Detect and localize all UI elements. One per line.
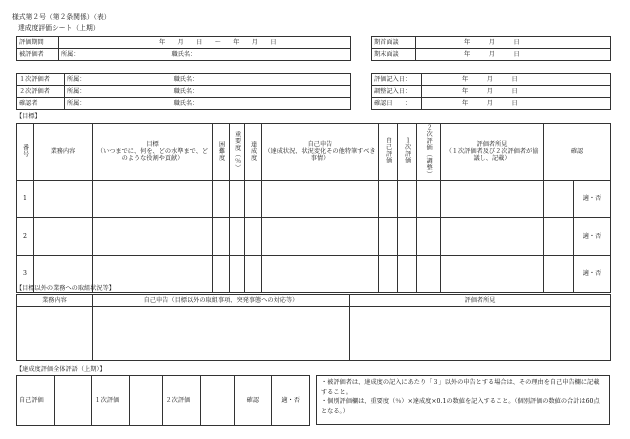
goal-no: 3 [17,255,34,292]
eval-date-label: 評価記入日： [372,74,422,86]
overall-table [16,375,310,426]
header-first-eval: １次評価 [398,124,417,181]
self-eval-cell[interactable] [379,180,398,217]
header-task: 業務内容 [34,124,93,181]
other-section-title: 【目標以外の業務への取組状況等】 [16,285,115,292]
evaluator1-field[interactable]: 所属： 職氏名： [65,74,351,86]
overall-self-label: 自己評価 [17,376,55,426]
self-eval-cell[interactable] [379,255,398,292]
goal-cell[interactable] [93,217,213,255]
confirmer-field[interactable]: 所属： 職氏名： [65,98,351,110]
difficulty-cell[interactable] [213,180,230,217]
header-weight: 重要度（％） [230,124,245,181]
interview-start-date[interactable]: 年 月 日 [416,37,611,49]
other-header-comment: 評価者所見 [350,295,611,307]
other-header-task: 業務内容 [17,295,93,307]
other-comment-cell[interactable] [350,307,611,361]
confirm-choice[interactable]: 適・否 [574,255,611,292]
achievement-cell[interactable] [245,217,262,255]
goal-task-cell[interactable] [34,180,93,217]
interview-end-label: 期末面談 [372,49,416,61]
goal-cell[interactable] [93,180,213,217]
overall-confirm-choice[interactable]: 適・否 [272,376,310,426]
weight-cell[interactable] [230,180,245,217]
self-report-cell[interactable] [262,255,379,292]
eval-dates-table [371,73,611,110]
confirm-blank-cell[interactable] [544,217,574,255]
second-eval-cell[interactable] [417,180,441,217]
comment-cell[interactable] [441,217,544,255]
note-item: ・個別評価欄は、重要度（％）×達成度×0.1の数値を記入すること。（個別評価の数値の合計は60点となる。） [321,398,600,415]
overall-first-label: １次評価 [92,376,130,426]
overall-section-title: 【達成度評価全体評語（上期）】 [16,366,106,373]
adjust-date-value[interactable]: 年 月 日 [422,86,611,98]
confirm-blank-cell[interactable] [544,255,574,292]
header-self-report: 自己申告 （達成状況、状況変化その他特筆すべき事情） [262,124,379,181]
goal-no: 2 [17,217,34,255]
header-achievement: 達成度 [245,124,262,181]
second-eval-cell[interactable] [417,217,441,255]
weight-cell[interactable] [230,217,245,255]
other-task-cell[interactable] [17,307,93,361]
adjust-date-label: 調整記入日： [372,86,422,98]
overall-confirm-label: 確認 [234,376,272,426]
evaluator2-field[interactable]: 所属： 職氏名： [65,86,351,98]
header-no: 番号 [17,124,34,181]
notes-box [316,375,610,425]
sheet-title: 達成度評価シート（上期） [18,24,100,32]
first-eval-cell[interactable] [398,180,417,217]
self-eval-cell[interactable] [379,217,398,255]
period-label: 評価期間 [17,37,59,49]
evaluatee-label: 被評価者 [17,49,59,61]
goal-no: 1 [17,180,34,217]
confirm-blank-cell[interactable] [544,180,574,217]
form-number: 様式第２号（第２条関係）（表） [12,13,111,21]
header-self-eval: 自己評価 [379,124,398,181]
self-report-cell[interactable] [262,217,379,255]
overall-second-label: ２次評価 [163,376,201,426]
first-eval-cell[interactable] [398,255,417,292]
evaluators-table [16,73,351,110]
confirm-date-value[interactable]: 年 月 日 [422,98,611,110]
other-header-self-report: 自己申告（目標以外の取組事項、突発事態への対応等） [93,295,350,307]
period-value[interactable]: 年 月 日 〜 年 月 日 [59,37,351,49]
self-report-cell[interactable] [262,180,379,217]
weight-cell[interactable] [230,255,245,292]
goal-row [17,180,611,217]
comment-cell[interactable] [441,180,544,217]
evaluator1-label: １次評価者 [17,74,65,86]
header-confirm: 確認 [544,124,611,181]
evaluatee-name: 職氏名： [171,50,197,58]
evaluatee-dept: 所属： [61,50,80,58]
goal-task-cell[interactable] [34,217,93,255]
comment-cell[interactable] [441,255,544,292]
other-tasks-table [16,294,611,361]
goals-section-title: 【目標】 [16,113,41,120]
interview-end-date[interactable]: 年 月 日 [416,49,611,61]
header-second-eval: ２次評価（調整） [417,124,441,181]
confirm-date-label: 確認日 ： [372,98,422,110]
evaluatee-table [16,36,351,61]
overall-self-value[interactable] [54,376,92,426]
second-eval-cell[interactable] [417,255,441,292]
evaluatee-field[interactable] [59,49,351,61]
difficulty-cell[interactable] [213,255,230,292]
overall-second-value[interactable] [201,376,234,426]
header-goal: 目標 （いつまでに、何を、どの水準まで、どのような役割や貢献） [93,124,213,181]
header-comment: 評価者所見 （１次評価者及び２次評価者が協議し、記載） [441,124,544,181]
achievement-cell[interactable] [245,255,262,292]
first-eval-cell[interactable] [398,217,417,255]
note-item: ・被評価者は、達成度の記入にあたり「３」以外の申告とする場合は、その理由を自己申告欄に記載すること。 [321,379,600,396]
header-difficulty: 困難度 [213,124,230,181]
achievement-cell[interactable] [245,180,262,217]
interview-start-label: 期首面談 [372,37,416,49]
evaluator2-label: ２次評価者 [17,86,65,98]
overall-first-value[interactable] [130,376,163,426]
confirmer-label: 確認者 [17,98,65,110]
interview-table [371,36,611,61]
confirm-choice[interactable]: 適・否 [574,217,611,255]
other-self-report-cell[interactable] [93,307,350,361]
eval-date-value[interactable]: 年 月 日 [422,74,611,86]
goal-row [17,217,611,255]
difficulty-cell[interactable] [213,217,230,255]
goals-table [16,123,611,293]
confirm-choice[interactable]: 適・否 [574,180,611,217]
